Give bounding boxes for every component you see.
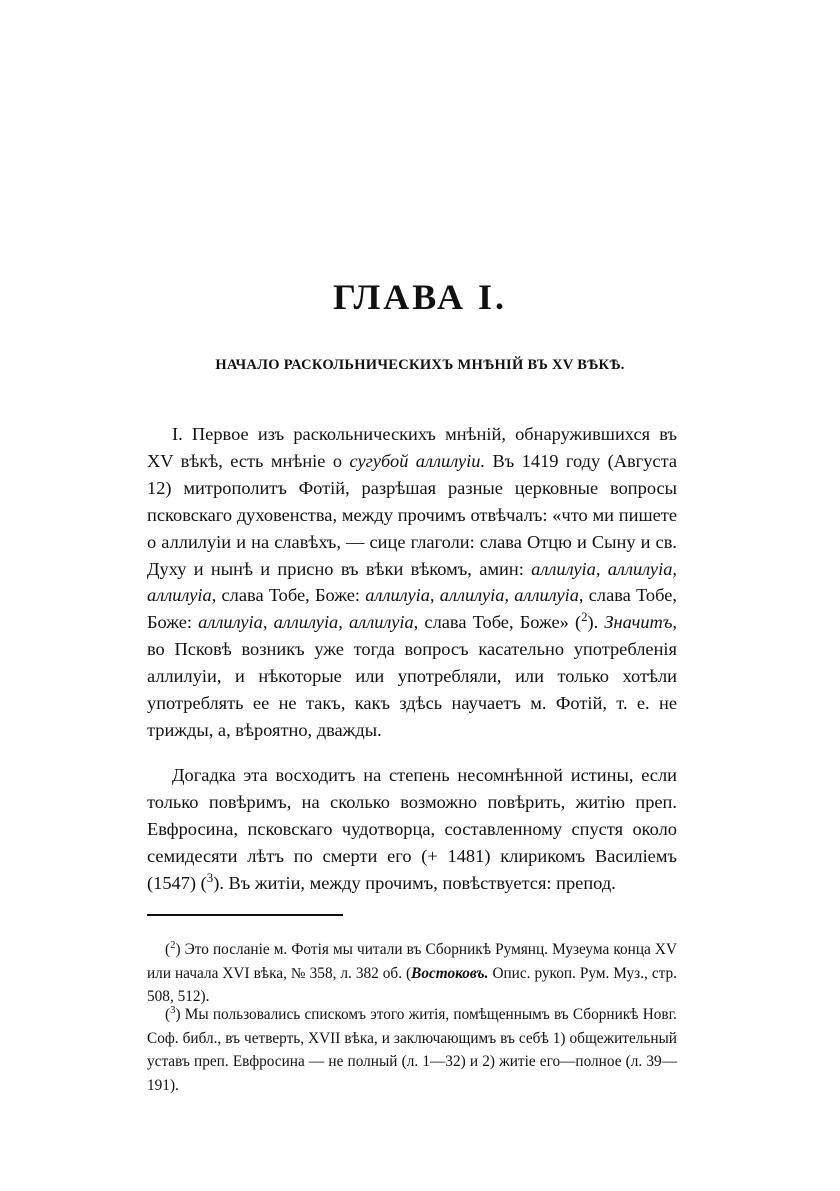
footnote-2-text-a: ) Это посланіе м. Фотія мы читали въ Сборникѣ Румянц. Музеума конца XV или начала XVI вѣка, № 358, л. 382 об. ( [147, 941, 677, 982]
paragraph-2 [147, 762, 677, 897]
footnote-divider [147, 914, 343, 916]
footnote-2-number: 2 [170, 938, 176, 951]
footnote-3-text-a: ) Мы пользовались спискомъ этого житія, помѣщеннымъ въ Сборникѣ Новг. Соф. библ., въ четверть, XVII вѣка, и заключающимъ въ себѣ 1) общежительный уставъ преп. Евфросина — не полный (л. 1—32) и 2) житіе его—полное (л. 39—191). [147, 1006, 677, 1094]
footnote-ref-3-number: 3 [206, 870, 214, 885]
chapter-subtitle: НАЧАЛО РАСКОЛЬНИЧЕСКИХЪ МНѢНІЙ ВЪ XV ВѢКѢ. [215, 357, 625, 373]
footnote-2-author: Востоковъ. [411, 964, 489, 982]
paragraph-1-text-c: , слава Тобе, Боже: [211, 585, 366, 606]
footnote-2-text-b: Опис. рукоп. Рум. Муз., стр. 508, 512). [147, 964, 677, 1006]
paragraph-1-text-a: I. Первое изъ раскольническихъ мнѣній, обнаружившихся въ XV вѣкѣ, есть мнѣніе о [147, 424, 677, 471]
paragraph-1-text-b: Въ 1419 году (Августа 12) митрополитъ Фотій, разрѣшая разные церковные вопросы псковскаго духовенства, между прочимъ отвѣчалъ: «что ми пишете о аллилуіи и на славѣхъ, — сице глаголи: слава Отцю и Сыну и св. Духу и нынѣ и присно въ вѣки вѣкомъ, амин: [147, 450, 677, 579]
footnote-3-mark: ($^3$ [165, 1003, 176, 1023]
paragraph-2-text-b: ). Въ житіи, между прочимъ, повѣствуется: препод. [213, 872, 616, 893]
paragraph-1-text-e: , слава Тобе, Боже» ( [413, 612, 582, 633]
footnote-ref-2-number: 2 [581, 610, 588, 625]
footnote-2 [147, 938, 677, 1009]
paragraph-1-italic-b: аллилуіа, аллилуіа, аллилуіа [147, 558, 678, 606]
paragraph-1-italic-e: Значитъ [604, 612, 673, 633]
paragraph-1-italic-a: сугубой аллилуіи. [349, 450, 486, 471]
footnote-3-number: 3 [170, 1003, 176, 1016]
paragraph-1 [147, 421, 677, 744]
paragraph-2-text-a: Догадка эта восходитъ на степень несомнѣнной истины, если только повѣримъ, на сколько возможно повѣрить, житію преп. Евфросина, псковскаго чудотворца, составленному спустя около семидесяти лѣтъ по смерти его (+ 1481) клирикомъ Василіемъ (1547) ( [147, 765, 677, 893]
footnote-3 [147, 1003, 677, 1097]
paragraph-1-text-g: , во Псковѣ возникъ уже тогда вопросъ касательно употребленія аллилуіи, и нѣкоторые или употребляли, или только хотѣли употреблять ее не такъ, какъ здѣсь научаетъ м. Фотій, т. е. не трижды, а, вѣроятно, дважды. [147, 612, 677, 740]
paragraph-1-text-d: , слава Тобе, Боже: [147, 585, 677, 633]
chapter-title: ГЛАВА I. [332, 277, 508, 317]
paragraph-1-italic-d: аллилуіа, аллилуіа, аллилуіа [198, 612, 414, 633]
paragraph-1-italic-c: аллилуіа, аллилуіа, аллилуіа [365, 585, 579, 606]
paragraph-1-text-f: ). [587, 612, 605, 633]
footnote-2-mark: ($^2$ [165, 938, 176, 958]
